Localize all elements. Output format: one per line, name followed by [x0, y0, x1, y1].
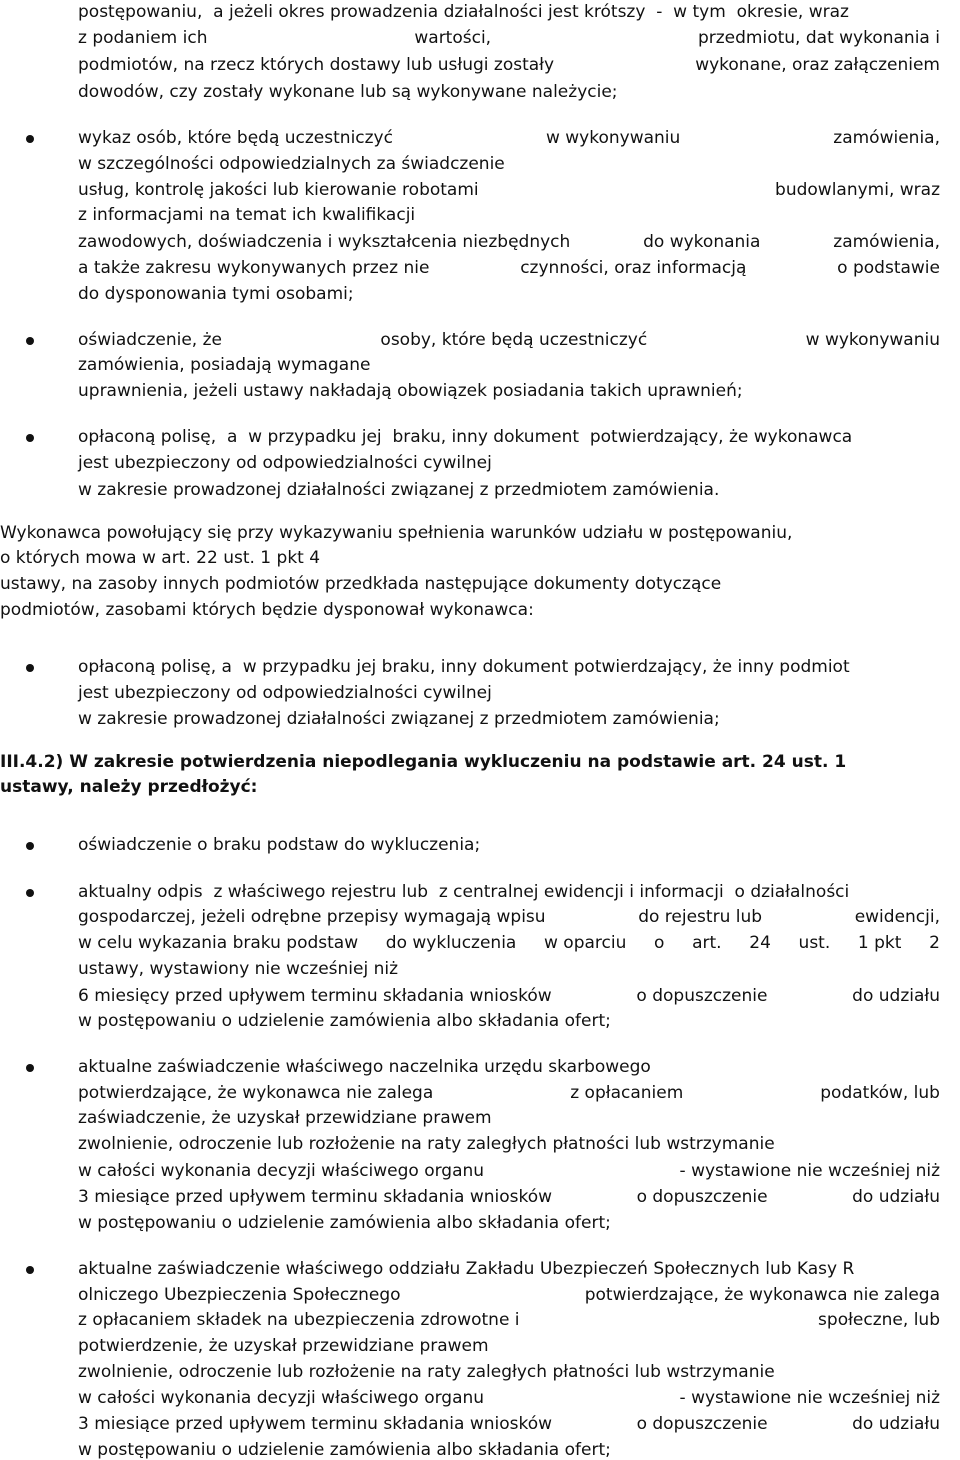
text-segment: do wykluczenia	[385, 933, 517, 953]
text-segment: o	[654, 933, 665, 953]
text-segment: o dopuszczenie	[636, 1414, 768, 1434]
bullet-icon	[26, 842, 34, 850]
text-segment: potwierdzenie, że uzyskał przewidziane prawem	[78, 1336, 489, 1356]
text-segment: potwierdzające, że wykonawca nie zalega	[78, 1083, 434, 1103]
text-segment: w zakresie prowadzonej działalności związanej z przedmiotem zamówienia;	[78, 709, 720, 729]
text-segment: opłaconą polisę, a w przypadku jej braku, inny dokument potwierdzający, że inny podmiot	[78, 657, 850, 677]
text-segment: jest ubezpieczony od odpowiedzialności cywilnej	[78, 453, 492, 473]
text-segment: aktualne zaświadczenie właściwego naczelnika urzędu skarbowego	[78, 1057, 651, 1077]
text-segment: oświadczenie o braku podstaw do wykluczenia;	[78, 835, 481, 855]
text-segment: do udziału	[852, 986, 940, 1006]
text-segment: uprawnienia, jeżeli ustawy nakładają obowiązek posiadania takich uprawnień;	[78, 381, 743, 401]
text-line	[78, 657, 940, 677]
section-heading-line	[0, 752, 940, 772]
text-segment: art.	[692, 933, 722, 953]
text-segment: 3 miesiące przed upływem terminu składania wniosków	[78, 1414, 553, 1434]
text-segment: z podaniem ich	[78, 28, 208, 48]
text-line	[78, 1011, 611, 1031]
bullet-icon	[26, 434, 34, 442]
text-segment: ewidencji,	[854, 907, 940, 927]
text-segment: 6 miesięcy przed upływem terminu składania wniosków	[78, 986, 552, 1006]
text-line	[78, 284, 354, 304]
text-line	[78, 1083, 940, 1103]
text-line	[78, 1057, 651, 1077]
text-segment: ust.	[798, 933, 831, 953]
text-segment: w wykonywaniu	[805, 330, 940, 350]
text-line	[78, 330, 940, 350]
text-segment: III.4.2) W zakresie potwierdzenia niepodlegania wykluczeniu na podstawie art. 24 ust. 1	[0, 752, 847, 772]
bullet-icon	[26, 337, 34, 345]
text-line	[78, 2, 940, 22]
text-line	[0, 523, 792, 543]
text-segment: - wystawione nie wcześniej niż	[679, 1161, 940, 1181]
text-line	[78, 55, 940, 75]
text-line	[78, 1388, 940, 1408]
text-segment: zaświadczenie, że uzyskał przewidziane prawem	[78, 1108, 492, 1128]
text-segment: a także zakresu wykonywanych przez nie	[78, 258, 430, 278]
text-segment: ustawy, na zasoby innych podmiotów przedkłada następujące dokumenty dotyczące	[0, 574, 722, 594]
text-segment: 1 pkt	[857, 933, 902, 953]
text-line	[78, 1259, 854, 1279]
text-line	[78, 683, 492, 703]
text-line	[78, 1414, 940, 1434]
text-segment: ustawy, wystawiony nie wcześniej niż	[78, 959, 399, 979]
text-line	[78, 453, 492, 473]
text-segment: Wykonawca powołujący się przy wykazywaniu spełnienia warunków udziału w postępowaniu,	[0, 523, 793, 543]
text-segment: jest ubezpieczony od odpowiedzialności cywilnej	[78, 683, 492, 703]
text-segment: z informacjami na temat ich kwalifikacji	[78, 205, 416, 225]
text-segment: usług, kontrolę jakości lub kierowanie robotami	[78, 180, 479, 200]
text-line	[78, 1440, 611, 1460]
text-segment: postępowaniu, a jeżeli okres prowadzenia działalności jest krótszy - w tym okresie, wraz	[78, 2, 849, 22]
text-line	[78, 1108, 492, 1128]
text-line	[78, 128, 940, 148]
text-segment: gospodarczej, jeżeli odrębne przepisy wymagają wpisu	[78, 907, 546, 927]
text-segment: w całości wykonania decyzji właściwego organu	[78, 1161, 485, 1181]
bullet-icon	[26, 889, 34, 897]
text-line	[78, 882, 940, 902]
text-line	[78, 28, 940, 48]
text-segment: osoby, które będą uczestniczyć	[380, 330, 648, 350]
text-line	[78, 907, 940, 927]
text-line	[0, 548, 320, 568]
section-heading-line	[0, 777, 257, 797]
text-segment: podmiotów, zasobami których będzie dysponował wykonawca:	[0, 600, 534, 620]
text-segment: do udziału	[852, 1187, 940, 1207]
text-segment: opłaconą polisę, a w przypadku jej braku, inny dokument potwierdzający, że wykonawca	[78, 427, 853, 447]
text-segment: o podstawie	[837, 258, 940, 278]
text-line	[78, 1134, 775, 1154]
text-segment: zamówienia,	[833, 232, 940, 252]
text-segment: zamówienia, posiadają wymagane	[78, 355, 371, 375]
text-segment: do dysponowania tymi osobami;	[78, 284, 354, 304]
text-line	[78, 959, 398, 979]
text-segment: w wykonywaniu	[545, 128, 681, 148]
text-line	[78, 835, 480, 855]
text-segment: o dopuszczenie	[636, 1187, 768, 1207]
bullet-icon	[26, 1064, 34, 1072]
text-segment: w oparciu	[544, 933, 627, 953]
text-line	[78, 355, 370, 375]
text-line	[78, 1285, 940, 1305]
text-line	[78, 1213, 611, 1233]
text-segment: w szczególności odpowiedzialnych za świadczenie	[78, 154, 505, 174]
text-segment: do wykonania	[643, 232, 761, 252]
text-segment: do udziału	[852, 1414, 940, 1434]
bullet-icon	[26, 135, 34, 143]
text-segment: w postępowaniu o udzielenie zamówienia albo składania ofert;	[78, 1011, 611, 1031]
text-line	[78, 82, 618, 102]
text-segment: w całości wykonania decyzji właściwego organu	[78, 1388, 485, 1408]
text-line	[78, 1310, 940, 1330]
text-segment: wartości,	[414, 28, 492, 48]
text-segment: wykaz osób, które będą uczestniczyć	[78, 128, 393, 148]
text-segment: w postępowaniu o udzielenie zamówienia albo składania ofert;	[78, 1440, 611, 1460]
text-line	[78, 986, 940, 1006]
text-segment: podatków, lub	[820, 1083, 940, 1103]
text-segment: podmiotów, na rzecz których dostawy lub usługi zostały	[78, 55, 555, 75]
text-line	[78, 232, 940, 252]
text-segment: wykonane, oraz załączeniem	[695, 55, 940, 75]
text-line	[78, 381, 743, 401]
text-segment: potwierdzające, że wykonawca nie zalega	[584, 1285, 940, 1305]
text-line	[78, 205, 415, 225]
text-segment: z opłacaniem	[570, 1083, 684, 1103]
text-segment: - wystawione nie wcześniej niż	[679, 1388, 940, 1408]
text-line	[0, 600, 534, 620]
bullet-icon	[26, 664, 34, 672]
text-segment: 24	[749, 933, 771, 953]
text-segment: 3 miesiące przed upływem terminu składania wniosków	[78, 1187, 553, 1207]
text-segment: ustawy, należy przedłożyć:	[0, 777, 258, 797]
text-segment: w postępowaniu o udzielenie zamówienia albo składania ofert;	[78, 1213, 611, 1233]
text-segment: w celu wykazania braku podstaw	[78, 933, 359, 953]
text-line	[78, 480, 719, 500]
text-segment: w zakresie prowadzonej działalności związanej z przedmiotem zamówienia.	[78, 480, 720, 500]
text-line	[0, 574, 721, 594]
text-line	[78, 933, 940, 953]
bullet-icon	[26, 1266, 34, 1274]
text-line	[78, 427, 940, 447]
text-segment: o których mowa w art. 22 ust. 1 pkt 4	[0, 548, 321, 568]
text-segment: aktualne zaświadczenie właściwego oddziału Zakładu Ubezpieczeń Społecznych lub Kasy R	[78, 1259, 855, 1279]
text-segment: zamówienia,	[833, 128, 940, 148]
text-segment: aktualny odpis z właściwego rejestru lub z centralnej ewidencji i informacji o działalności	[78, 882, 850, 902]
text-line	[78, 1336, 489, 1356]
text-line	[78, 1161, 940, 1181]
text-segment: przedmiotu, dat wykonania i	[697, 28, 940, 48]
text-segment: budowlanymi, wraz	[775, 180, 940, 200]
text-segment: olniczego Ubezpieczenia Społecznego	[78, 1285, 401, 1305]
text-segment: o dopuszczenie	[636, 986, 768, 1006]
text-line	[78, 180, 940, 200]
text-line	[78, 154, 505, 174]
text-segment: zawodowych, doświadczenia i wykształcenia niezbędnych	[78, 232, 571, 252]
text-line	[78, 1362, 775, 1382]
text-segment: z opłacaniem składek na ubezpieczenia zdrowotne i	[78, 1310, 520, 1330]
text-segment: zwolnienie, odroczenie lub rozłożenie na raty zaległych płatności lub wstrzymanie	[78, 1362, 775, 1382]
text-segment: do rejestru lub	[638, 907, 763, 927]
text-segment: 2	[929, 933, 940, 953]
text-segment: zwolnienie, odroczenie lub rozłożenie na raty zaległych płatności lub wstrzymanie	[78, 1134, 775, 1154]
text-segment: społeczne, lub	[818, 1310, 940, 1330]
text-line	[78, 1187, 940, 1207]
text-line	[78, 709, 720, 729]
text-line	[78, 258, 940, 278]
text-segment: czynności, oraz informacją	[520, 258, 747, 278]
text-segment: dowodów, czy zostały wykonane lub są wykonywane należycie;	[78, 82, 618, 102]
text-segment: oświadczenie, że	[78, 330, 222, 350]
